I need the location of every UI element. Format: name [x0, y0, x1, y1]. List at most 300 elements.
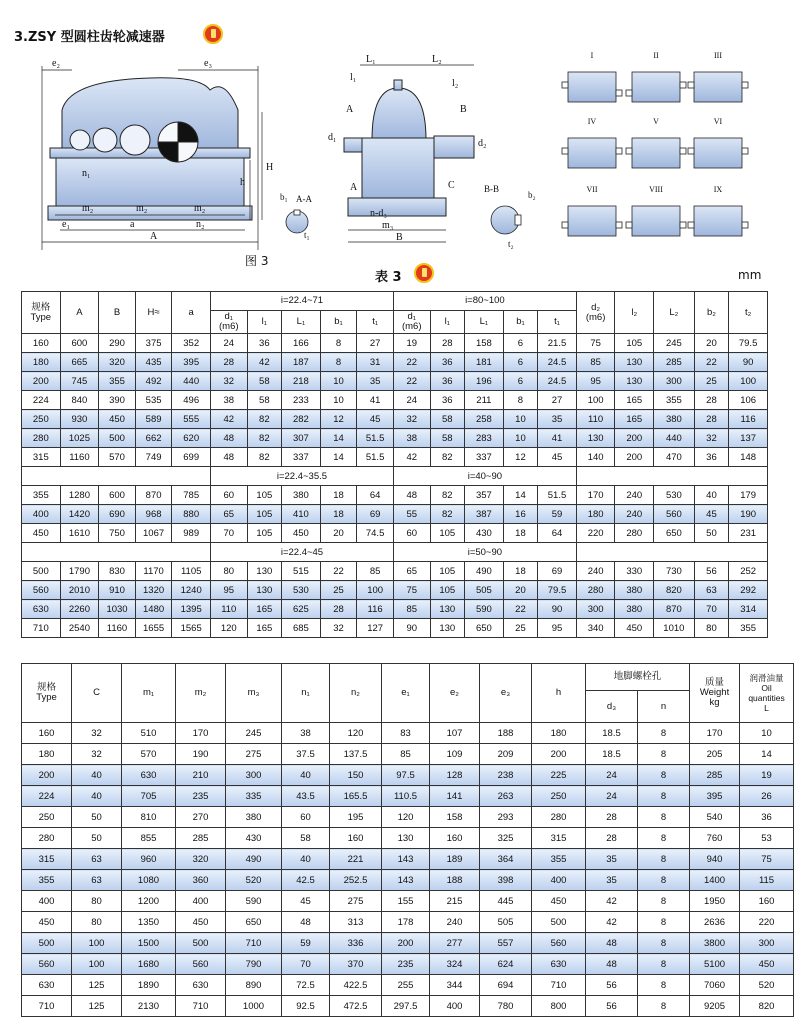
table-cell: 940 — [690, 849, 740, 870]
table-cell: 36 — [430, 372, 465, 391]
table-cell: 380 — [226, 807, 282, 828]
svg-text:m₃: m₃ — [382, 220, 394, 231]
table-cell: 92.5 — [282, 996, 330, 1017]
col-type-2: 规格 Type — [22, 664, 72, 723]
table-cell: 12 — [320, 410, 357, 429]
table-cell: 1240 — [172, 581, 211, 600]
table-cell: 130 — [247, 581, 282, 600]
table-cell: 1280 — [60, 486, 99, 505]
table-cell: 48 — [282, 912, 330, 933]
table-cell: 430 — [465, 524, 504, 543]
table-cell: 589 — [135, 410, 172, 429]
table-cell: 314 — [729, 600, 768, 619]
svg-text:V: V — [653, 117, 659, 126]
table-cell: 790 — [226, 954, 282, 975]
table-cell: 450 — [22, 912, 72, 933]
col-l1: l₁ — [247, 311, 282, 334]
table-cell: 24 — [210, 334, 247, 353]
table-cell: 855 — [122, 828, 176, 849]
table-cell: 590 — [465, 600, 504, 619]
svg-text:C: C — [448, 180, 455, 191]
table-row — [22, 912, 794, 933]
table-cell: 810 — [122, 807, 176, 828]
table-cell: 50 — [72, 828, 122, 849]
table-row — [22, 410, 768, 429]
table-cell: 36 — [740, 807, 794, 828]
table-cell: 19 — [740, 765, 794, 786]
table-cell: 989 — [172, 524, 211, 543]
table-cell: 75 — [576, 334, 615, 353]
table-cell: 8 — [638, 723, 690, 744]
table-cell: 285 — [176, 828, 226, 849]
table-cell: 530 — [654, 486, 695, 505]
table-cell: 69 — [538, 562, 577, 581]
table-cell: 95 — [576, 372, 615, 391]
table-cell: 187 — [282, 353, 321, 372]
table-cell: 32 — [320, 619, 357, 638]
table-cell: 1950 — [690, 891, 740, 912]
table-row — [22, 524, 768, 543]
table-cell: 24.5 — [538, 372, 577, 391]
table-cell: 380 — [282, 486, 321, 505]
table-cell: 968 — [135, 505, 172, 524]
table-cell: 16 — [503, 505, 538, 524]
table-cell: 28 — [210, 353, 247, 372]
table-cell: 297.5 — [382, 996, 430, 1017]
section-b-b — [491, 206, 521, 234]
table-cell: 85 — [382, 744, 430, 765]
technical-drawing — [0, 50, 800, 280]
table-cell: 252.5 — [330, 870, 382, 891]
table-cell: 72.5 — [282, 975, 330, 996]
table-cell: 105 — [615, 334, 654, 353]
table-row — [22, 619, 768, 638]
table-cell: 505 — [465, 581, 504, 600]
col-b2: b₂ — [694, 292, 729, 334]
col-t1: t₁ — [357, 311, 394, 334]
table-cell: 28 — [320, 600, 357, 619]
table-cell: 85 — [576, 353, 615, 372]
svg-text:A: A — [346, 104, 354, 115]
table-cell: 380 — [654, 410, 695, 429]
table-cell: 535 — [135, 391, 172, 410]
table-cell: 277 — [430, 933, 480, 954]
table-cell: 1790 — [60, 562, 99, 581]
table-cell: 280 — [22, 429, 61, 448]
table-cell: 335 — [226, 786, 282, 807]
table-cell: 492 — [135, 372, 172, 391]
table-cell: 387 — [465, 505, 504, 524]
table-cell: 116 — [357, 600, 394, 619]
table-cell: 40 — [72, 786, 122, 807]
table-cell: 105 — [430, 562, 465, 581]
table-cell: 63 — [72, 870, 122, 891]
table-cell: 48 — [393, 486, 430, 505]
table-cell: 7060 — [690, 975, 740, 996]
table-cell: 370 — [330, 954, 382, 975]
table-cell: 100 — [72, 954, 122, 975]
table-cell: 40 — [282, 765, 330, 786]
table-cell: 56 — [586, 996, 638, 1017]
table-cell: 27 — [357, 334, 394, 353]
table-row — [22, 600, 768, 619]
table-cell: 25 — [503, 619, 538, 638]
table-row — [22, 448, 768, 467]
table-cell: 280 — [22, 828, 72, 849]
table-cell: 32 — [393, 410, 430, 429]
table-cell: 400 — [22, 505, 61, 524]
table-cell: 190 — [729, 505, 768, 524]
table-cell: 22 — [694, 353, 729, 372]
table-cell: 189 — [430, 849, 480, 870]
table-cell: 235 — [382, 954, 430, 975]
table-cell: 910 — [99, 581, 136, 600]
table-cell: 8 — [638, 807, 690, 828]
table-cell: 285 — [654, 353, 695, 372]
table-cell: 400 — [532, 870, 586, 891]
table-cell: 43.5 — [282, 786, 330, 807]
table-cell: 570 — [122, 744, 176, 765]
table-cell: 505 — [480, 912, 532, 933]
table-cell: 1010 — [654, 619, 695, 638]
table-cell: 82 — [247, 429, 282, 448]
table-cell: 24 — [586, 765, 638, 786]
table-cell: 196 — [465, 372, 504, 391]
svg-text:L₁: L₁ — [366, 54, 376, 65]
table-cell: 38 — [282, 723, 330, 744]
col-e3: e₃ — [480, 664, 532, 723]
table-row — [22, 581, 768, 600]
table-cell: 45 — [282, 891, 330, 912]
table-cell: 80 — [210, 562, 247, 581]
table-cell: 130 — [576, 429, 615, 448]
table-cell: 32 — [72, 744, 122, 765]
table-cell: 36 — [430, 353, 465, 372]
table-cell: 14 — [503, 486, 538, 505]
table-cell: 38 — [210, 391, 247, 410]
table-row — [22, 870, 794, 891]
table-cell: 105 — [430, 524, 465, 543]
table-cell: 58 — [430, 429, 465, 448]
svg-text:IX: IX — [713, 185, 723, 194]
svg-text:VII: VII — [586, 185, 598, 194]
table-cell: 270 — [176, 807, 226, 828]
table-cell: 125 — [72, 996, 122, 1017]
table-cell: 70 — [210, 524, 247, 543]
table-cell: 960 — [122, 849, 176, 870]
table-row — [22, 996, 794, 1017]
table-cell: 398 — [480, 870, 532, 891]
table-cell: 22 — [393, 353, 430, 372]
table-cell: 450 — [99, 410, 136, 429]
table-cell: 560 — [22, 581, 61, 600]
svg-text:d₂: d₂ — [478, 138, 487, 149]
table-cell: 280 — [576, 581, 615, 600]
table-cell: 80 — [72, 912, 122, 933]
col-type: 规格 Type — [22, 292, 61, 334]
svg-text:m₂: m₂ — [136, 203, 148, 214]
table-cell: 5100 — [690, 954, 740, 975]
table-cell: 130 — [430, 619, 465, 638]
blank-cell — [576, 543, 767, 562]
col-t2: t₂ — [729, 292, 768, 334]
side-view — [344, 80, 474, 216]
table-cell: 110.5 — [382, 786, 430, 807]
col-e1: e₁ — [382, 664, 430, 723]
ratio-group-row — [22, 467, 768, 486]
table-cell: 58 — [247, 372, 282, 391]
table-cell: 100 — [357, 581, 394, 600]
group-ratio-1: i=22.4~45 — [210, 543, 393, 562]
table-cell: 395 — [690, 786, 740, 807]
table-cell: 188 — [430, 870, 480, 891]
svg-text:I: I — [590, 51, 594, 60]
table-cell: 10 — [320, 391, 357, 410]
group-ratio-1: i=22.4~35.5 — [210, 467, 393, 486]
table-cell: 20 — [503, 581, 538, 600]
table-cell: 28 — [586, 828, 638, 849]
table-cell: 220 — [740, 912, 794, 933]
table-cell: 515 — [282, 562, 321, 581]
table-cell: 600 — [60, 334, 99, 353]
table-cell: 221 — [330, 849, 382, 870]
table-row — [22, 828, 794, 849]
table-cell: 42 — [210, 410, 247, 429]
table-cell: 785 — [172, 486, 211, 505]
table-cell: 50 — [694, 524, 729, 543]
table-cell: 330 — [615, 562, 654, 581]
col-L1-b: L₁ — [465, 311, 504, 334]
table-cell: 710 — [22, 996, 72, 1017]
group-ratio-2: i=80~100 — [393, 292, 576, 311]
table-cell: 100 — [576, 391, 615, 410]
table-cell: 60 — [282, 807, 330, 828]
table-cell: 355 — [22, 486, 61, 505]
svg-text:VIII: VIII — [649, 185, 663, 194]
table-cell: 520 — [740, 975, 794, 996]
table-cell: 143 — [382, 849, 430, 870]
table-cell: 745 — [60, 372, 99, 391]
col-t1-b: t₁ — [538, 311, 577, 334]
svg-text:m₂: m₂ — [194, 203, 206, 214]
table-cell: 127 — [357, 619, 394, 638]
table-cell: 1400 — [690, 870, 740, 891]
svg-text:h: h — [240, 177, 245, 188]
svg-text:A: A — [150, 231, 158, 242]
table-cell: 26 — [740, 786, 794, 807]
table-row — [22, 429, 768, 448]
table-cell: 220 — [576, 524, 615, 543]
svg-text:III: III — [714, 51, 722, 60]
table-cell: 375 — [135, 334, 172, 353]
table-cell: 665 — [60, 353, 99, 372]
table-cell: 245 — [654, 334, 695, 353]
table-cell: 233 — [282, 391, 321, 410]
table-cell: 410 — [282, 505, 321, 524]
table-cell: 166 — [282, 334, 321, 353]
table-cell: 35 — [538, 410, 577, 429]
table-cell: 440 — [654, 429, 695, 448]
table-row — [22, 891, 794, 912]
table-cell: 28 — [430, 334, 465, 353]
table-cell: 32 — [210, 372, 247, 391]
table-cell: 355 — [99, 372, 136, 391]
table-cell: 148 — [729, 448, 768, 467]
table-cell: 699 — [172, 448, 211, 467]
table-cell: 450 — [176, 912, 226, 933]
table-cell: 820 — [740, 996, 794, 1017]
table-cell: 240 — [615, 505, 654, 524]
table-cell: 181 — [465, 353, 504, 372]
table-cell: 840 — [60, 391, 99, 410]
table-cell: 1890 — [122, 975, 176, 996]
table-cell: 3800 — [690, 933, 740, 954]
table-cell: 69 — [357, 505, 394, 524]
table-cell: 137 — [729, 429, 768, 448]
table-cell: 830 — [99, 562, 136, 581]
table-row — [22, 744, 794, 765]
table-cell: 205 — [690, 744, 740, 765]
svg-text:A-A: A-A — [296, 194, 312, 204]
table-cell: 355 — [729, 619, 768, 638]
table-cell: 51.5 — [357, 429, 394, 448]
table-cell: 390 — [99, 391, 136, 410]
table-cell: 472.5 — [330, 996, 382, 1017]
table-cell: 60 — [210, 486, 247, 505]
table-cell: 500 — [176, 933, 226, 954]
table-cell: 110 — [210, 600, 247, 619]
table-cell: 120 — [330, 723, 382, 744]
col-H: H≈ — [135, 292, 172, 334]
table-cell: 128 — [430, 765, 480, 786]
table-cell: 749 — [135, 448, 172, 467]
table-cell: 710 — [226, 933, 282, 954]
table-cell: 690 — [99, 505, 136, 524]
table-cell: 275 — [330, 891, 382, 912]
table-cell: 20 — [320, 524, 357, 543]
table-cell: 107 — [430, 723, 480, 744]
table-cell: 490 — [465, 562, 504, 581]
table-row — [22, 849, 794, 870]
table-cell: 1420 — [60, 505, 99, 524]
col-n: n — [638, 691, 690, 723]
table-cell: 250 — [22, 410, 61, 429]
table-row — [22, 807, 794, 828]
col-e2: e₂ — [430, 664, 480, 723]
svg-text:II: II — [653, 51, 659, 60]
table-cell: 82 — [430, 505, 465, 524]
svg-text:B-B: B-B — [484, 184, 500, 194]
table-cell: 155 — [382, 891, 430, 912]
table-cell: 355 — [532, 849, 586, 870]
table-cell: 158 — [430, 807, 480, 828]
table-cell: 60 — [393, 524, 430, 543]
table-cell: 48 — [210, 448, 247, 467]
table-cell: 70 — [282, 954, 330, 975]
table-cell: 59 — [538, 505, 577, 524]
table-cell: 344 — [430, 975, 480, 996]
col-weight: 质量 Weight kg — [690, 664, 740, 723]
table-cell: 82 — [247, 448, 282, 467]
table-cell: 8 — [638, 849, 690, 870]
col-n1: n₁ — [282, 664, 330, 723]
table-cell: 24 — [586, 786, 638, 807]
table-cell: 58 — [282, 828, 330, 849]
table-row — [22, 786, 794, 807]
table-cell: 1565 — [172, 619, 211, 638]
table-cell: 355 — [22, 870, 72, 891]
table-cell: 1655 — [135, 619, 172, 638]
table-cell: 106 — [729, 391, 768, 410]
table-cell: 14 — [740, 744, 794, 765]
col-A: A — [60, 292, 99, 334]
col-b1-b: b₁ — [503, 311, 538, 334]
table-cell: 210 — [176, 765, 226, 786]
table-cell: 450 — [22, 524, 61, 543]
table-cell: 6 — [503, 353, 538, 372]
table-cell: 74.5 — [357, 524, 394, 543]
svg-text:d₁: d₁ — [328, 132, 337, 143]
table-row — [22, 975, 794, 996]
table-cell: 710 — [532, 975, 586, 996]
table-cell: 140 — [576, 448, 615, 467]
table-cell: 560 — [532, 933, 586, 954]
table-cell: 440 — [172, 372, 211, 391]
table-cell: 250 — [22, 807, 72, 828]
table-cell: 42 — [247, 353, 282, 372]
table-cell: 630 — [22, 600, 61, 619]
table-cell: 450 — [740, 954, 794, 975]
table-cell: 337 — [282, 448, 321, 467]
table-cell: 45 — [694, 505, 729, 524]
table-cell: 75 — [393, 581, 430, 600]
table-cell: 300 — [576, 600, 615, 619]
table-row — [22, 391, 768, 410]
table-cell: 307 — [282, 429, 321, 448]
ratio-group-row — [22, 543, 768, 562]
table-cell: 211 — [465, 391, 504, 410]
group-ratio-2: i=40~90 — [393, 467, 576, 486]
table-cell: 705 — [122, 786, 176, 807]
table-cell: 8 — [638, 933, 690, 954]
table-cell: 82 — [247, 410, 282, 429]
table-cell: 283 — [465, 429, 504, 448]
table-cell: 51.5 — [357, 448, 394, 467]
table-cell: 275 — [226, 744, 282, 765]
table-cell: 730 — [654, 562, 695, 581]
weights-table — [21, 663, 794, 1017]
col-h: h — [532, 664, 586, 723]
table-cell: 18 — [320, 505, 357, 524]
table-cell: 125 — [72, 975, 122, 996]
table-cell: 45 — [357, 410, 394, 429]
table-cell: 340 — [576, 619, 615, 638]
table-cell: 400 — [176, 891, 226, 912]
table-cell: 300 — [226, 765, 282, 786]
table-cell: 624 — [480, 954, 532, 975]
table-cell: 165 — [247, 600, 282, 619]
blank-cell — [576, 467, 767, 486]
table-cell: 83 — [382, 723, 430, 744]
table-cell: 357 — [465, 486, 504, 505]
table-cell: 188 — [480, 723, 532, 744]
table-cell: 760 — [690, 828, 740, 849]
table-cell: 200 — [615, 429, 654, 448]
table-cell: 82 — [430, 486, 465, 505]
table-cell: 8 — [638, 765, 690, 786]
table-cell: 105 — [247, 486, 282, 505]
table-cell: 10 — [320, 372, 357, 391]
